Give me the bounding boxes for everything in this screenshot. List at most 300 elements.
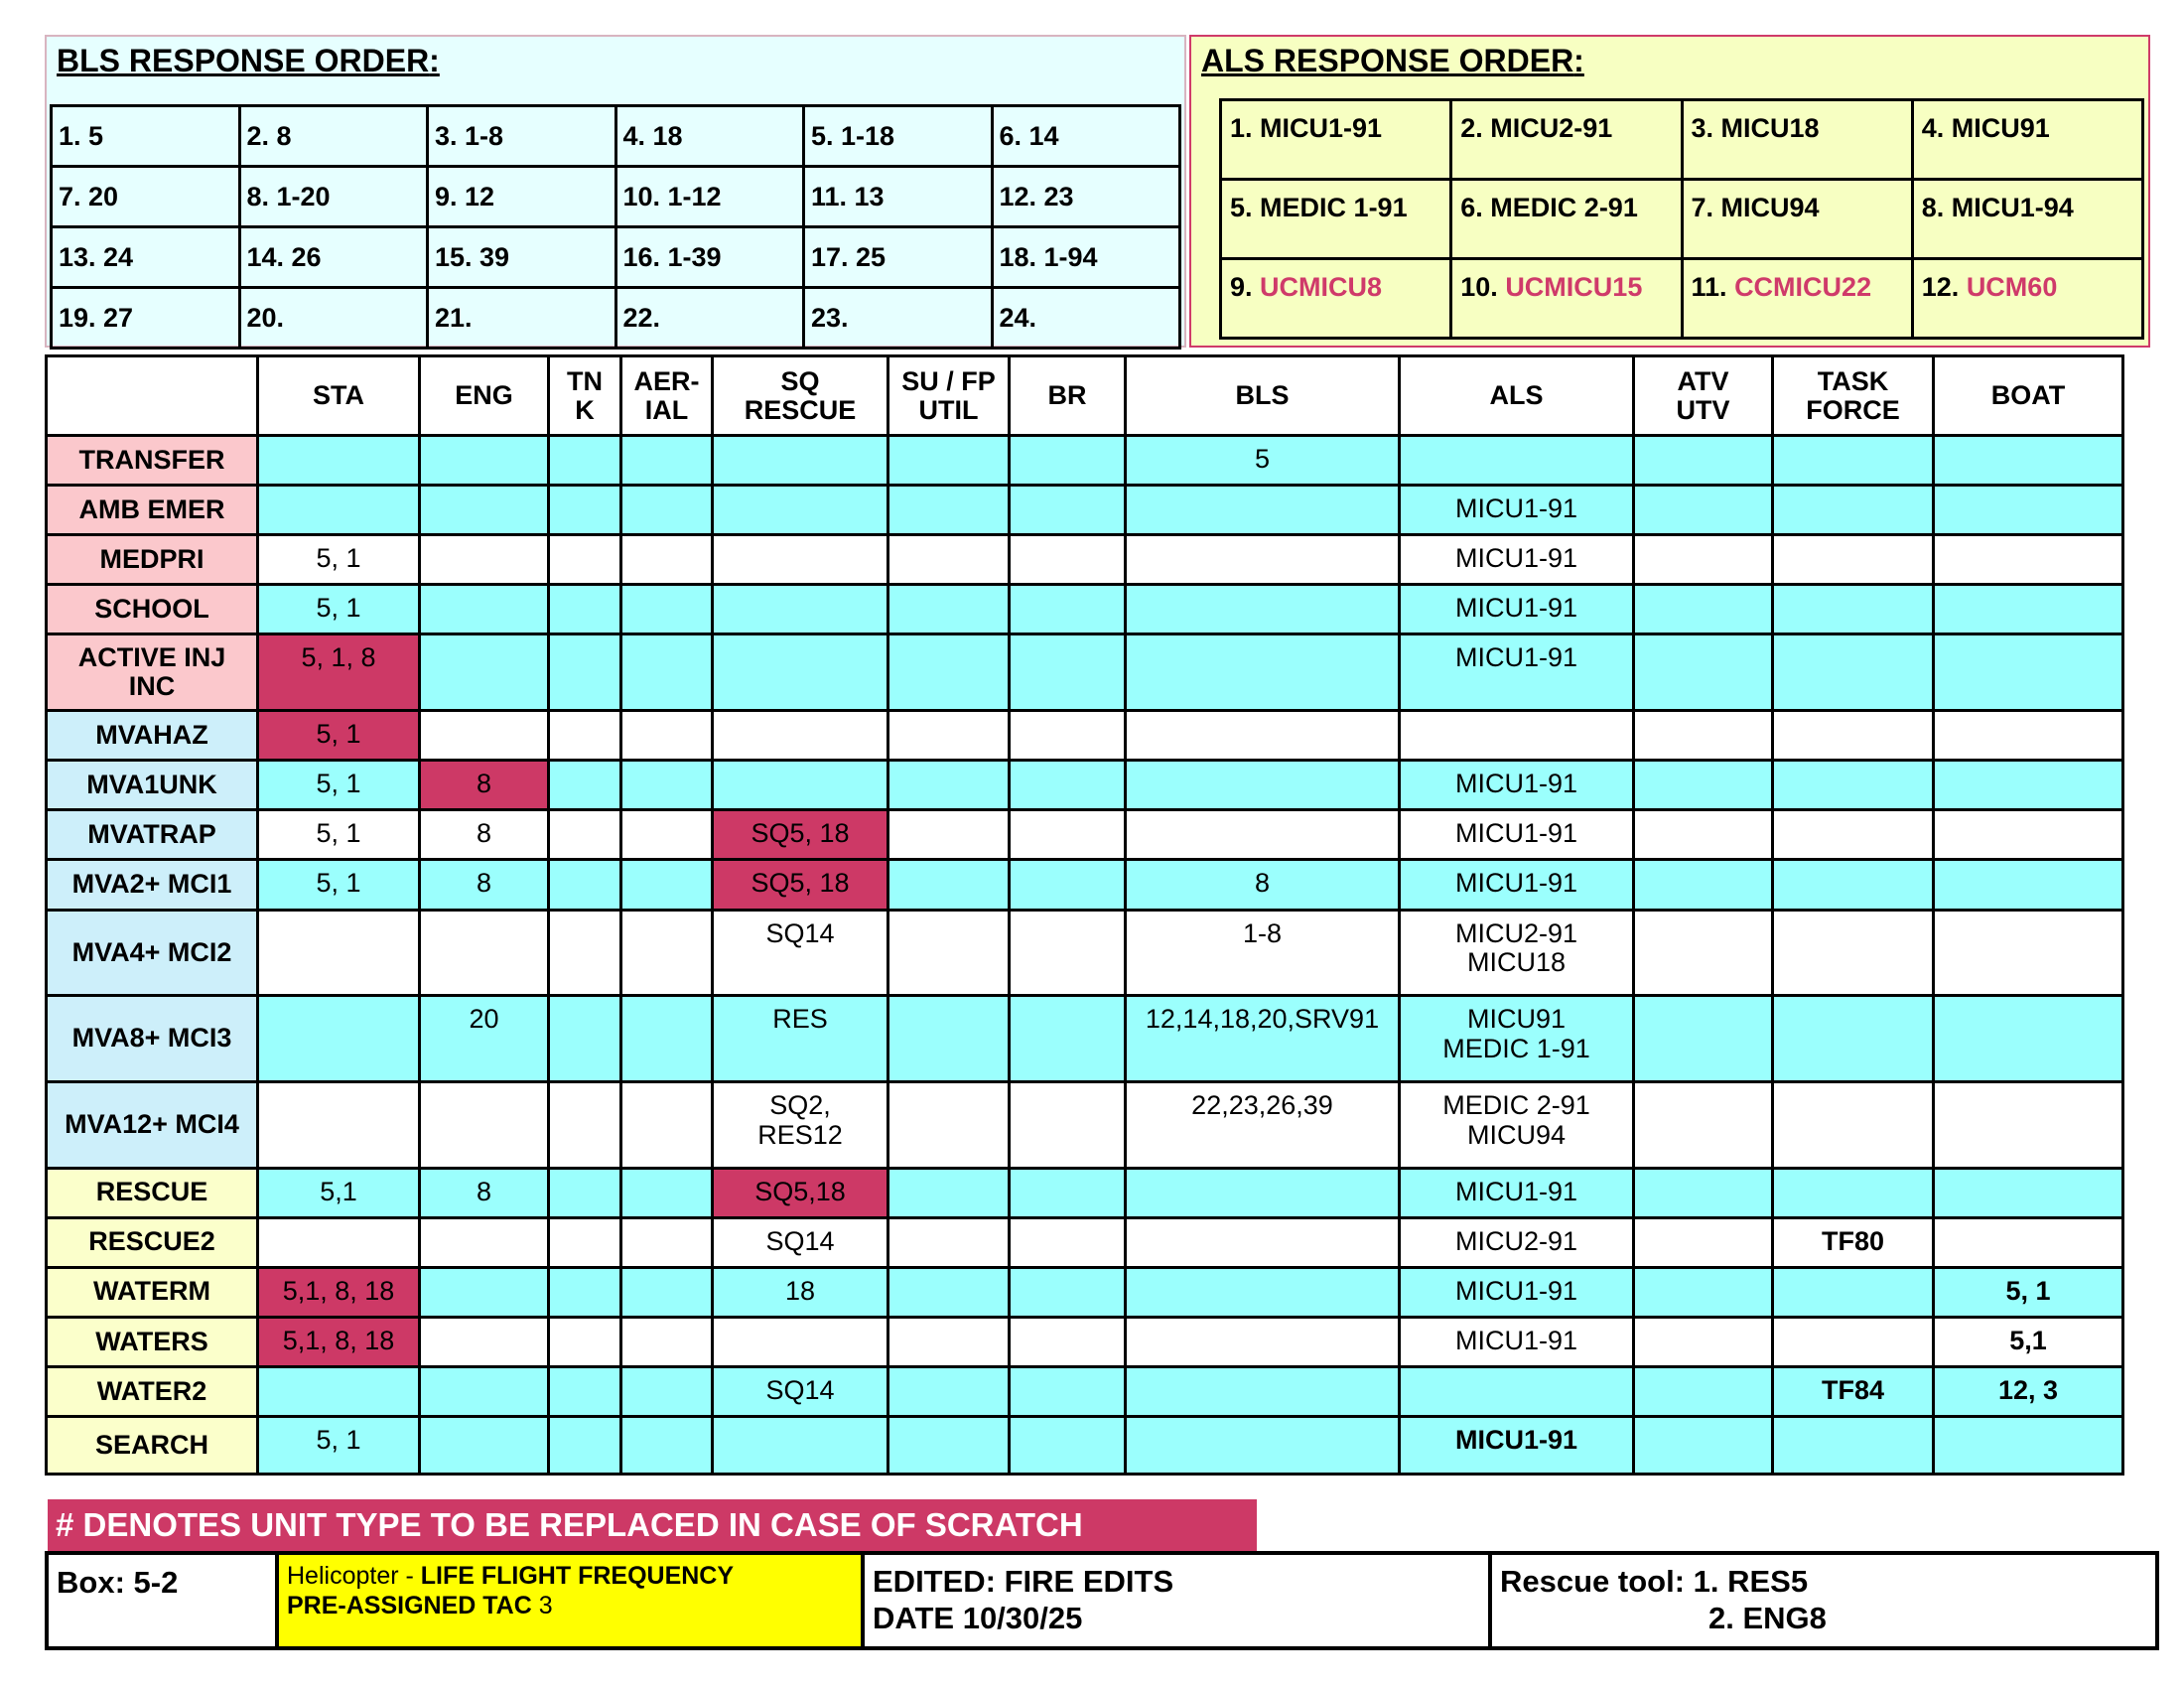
matrix-cell bbox=[1934, 585, 2123, 634]
bls-order-cell: 16. 1-39 bbox=[615, 227, 804, 288]
matrix-cell bbox=[1010, 1168, 1126, 1217]
matrix-cell: SQ5, 18 bbox=[713, 860, 888, 910]
incident-type-label: TRANSFER bbox=[47, 436, 258, 486]
matrix-cell bbox=[1126, 1267, 1400, 1317]
matrix-cell bbox=[1126, 810, 1400, 860]
matrix-cell bbox=[888, 1317, 1010, 1366]
matrix-cell bbox=[1773, 860, 1934, 910]
incident-type-label: MEDPRI bbox=[47, 535, 258, 585]
matrix-cell bbox=[1010, 810, 1126, 860]
header-blank bbox=[47, 356, 258, 436]
als-order-number: 9. bbox=[1230, 272, 1253, 302]
matrix-row bbox=[47, 1416, 2123, 1474]
matrix-cell: RES bbox=[713, 996, 888, 1082]
matrix-cell: 8 bbox=[420, 860, 549, 910]
matrix-cell bbox=[713, 535, 888, 585]
matrix-cell bbox=[621, 810, 713, 860]
matrix-cell: 8 bbox=[420, 810, 549, 860]
matrix-cell: MICU1-91 bbox=[1400, 1416, 1634, 1474]
matrix-cell bbox=[1010, 634, 1126, 711]
bls-order-cell: 17. 25 bbox=[804, 227, 993, 288]
matrix-cell bbox=[1773, 711, 1934, 761]
matrix-cell bbox=[1773, 910, 1934, 996]
bls-row bbox=[52, 167, 1180, 227]
matrix-cell bbox=[621, 1267, 713, 1317]
bls-order-cell: 20. bbox=[239, 288, 428, 349]
matrix-cell bbox=[1634, 634, 1773, 711]
matrix-cell bbox=[420, 711, 549, 761]
als-order-cell bbox=[1451, 100, 1682, 180]
matrix-cell bbox=[1010, 910, 1126, 996]
matrix-cell bbox=[1634, 1168, 1773, 1217]
matrix-cell: 5, 1, 8 bbox=[258, 634, 420, 711]
matrix-row bbox=[47, 860, 2123, 910]
matrix-cell: MICU1-91 bbox=[1400, 761, 1634, 810]
matrix-cell bbox=[713, 436, 888, 486]
als-unit: CCMICU22 bbox=[1734, 272, 1872, 302]
matrix-cell bbox=[549, 810, 621, 860]
als-order-number: 3. bbox=[1691, 113, 1714, 143]
matrix-cell: 5, 1 bbox=[258, 810, 420, 860]
bls-title-colon: : bbox=[429, 43, 440, 78]
column-header: AER- IAL bbox=[621, 356, 713, 436]
matrix-cell: MICU1-91 bbox=[1400, 535, 1634, 585]
matrix-cell: MICU1-91 bbox=[1400, 1317, 1634, 1366]
matrix-cell bbox=[888, 1081, 1010, 1168]
edited-by: EDITED: FIRE EDITS bbox=[873, 1564, 1174, 1599]
matrix-row bbox=[47, 436, 2123, 486]
als-order-cell bbox=[1221, 100, 1451, 180]
matrix-cell bbox=[549, 996, 621, 1082]
matrix-cell bbox=[1126, 711, 1400, 761]
matrix-cell bbox=[621, 1217, 713, 1267]
matrix-cell bbox=[621, 711, 713, 761]
matrix-cell bbox=[1010, 1267, 1126, 1317]
matrix-cell bbox=[1773, 1081, 1934, 1168]
matrix-cell bbox=[888, 1267, 1010, 1317]
als-response-order-box bbox=[1189, 35, 2150, 348]
matrix-cell bbox=[1634, 1317, 1773, 1366]
matrix-row bbox=[47, 1366, 2123, 1416]
box-number: Box: 5-2 bbox=[49, 1555, 279, 1646]
bls-order-cell: 4. 18 bbox=[615, 106, 804, 167]
matrix-cell bbox=[420, 535, 549, 585]
als-order-cell bbox=[1912, 180, 2142, 259]
matrix-cell bbox=[1634, 1081, 1773, 1168]
matrix-cell bbox=[1934, 1081, 2123, 1168]
column-header: SQ RESCUE bbox=[713, 356, 888, 436]
matrix-cell bbox=[1634, 486, 1773, 535]
matrix-cell bbox=[713, 1416, 888, 1474]
matrix-cell bbox=[1634, 1366, 1773, 1416]
matrix-cell bbox=[549, 535, 621, 585]
header-row bbox=[47, 356, 2123, 436]
matrix-cell: 1-8 bbox=[1126, 910, 1400, 996]
matrix-cell bbox=[258, 1081, 420, 1168]
matrix-cell bbox=[420, 585, 549, 634]
matrix-cell: 5,1 bbox=[258, 1168, 420, 1217]
matrix-cell: 5, 1 bbox=[258, 761, 420, 810]
tac-value: 3 bbox=[531, 1592, 553, 1619]
matrix-cell bbox=[888, 486, 1010, 535]
matrix-cell bbox=[1010, 1217, 1126, 1267]
matrix-cell: MICU1-91 bbox=[1400, 810, 1634, 860]
matrix-cell bbox=[888, 585, 1010, 634]
als-unit: UCMICU15 bbox=[1505, 272, 1643, 302]
matrix-cell bbox=[549, 711, 621, 761]
matrix-cell bbox=[1126, 761, 1400, 810]
matrix-cell bbox=[888, 810, 1010, 860]
incident-type-label: WATER2 bbox=[47, 1366, 258, 1416]
matrix-row bbox=[47, 535, 2123, 585]
matrix-row bbox=[47, 996, 2123, 1082]
column-header: BR bbox=[1010, 356, 1126, 436]
matrix-cell bbox=[549, 436, 621, 486]
matrix-cell bbox=[1634, 1267, 1773, 1317]
matrix-cell bbox=[888, 860, 1010, 910]
als-order-cell bbox=[1912, 259, 2142, 339]
als-unit: MEDIC 2-91 bbox=[1490, 193, 1638, 222]
matrix-cell bbox=[621, 1168, 713, 1217]
matrix-cell bbox=[1634, 535, 1773, 585]
matrix-cell bbox=[549, 486, 621, 535]
matrix-cell bbox=[621, 996, 713, 1082]
als-order-cell bbox=[1451, 259, 1682, 339]
bls-order-cell: 6. 14 bbox=[992, 106, 1180, 167]
matrix-cell bbox=[1934, 486, 2123, 535]
incident-type-label: SCHOOL bbox=[47, 585, 258, 634]
als-row bbox=[1221, 180, 2143, 259]
matrix-cell bbox=[420, 1081, 549, 1168]
als-order-cell bbox=[1682, 180, 1912, 259]
response-matrix bbox=[45, 354, 2124, 1476]
bls-grid bbox=[50, 104, 1181, 350]
matrix-cell bbox=[1773, 810, 1934, 860]
als-order-cell bbox=[1682, 259, 1912, 339]
matrix-cell bbox=[420, 1267, 549, 1317]
bls-order-cell: 11. 13 bbox=[804, 167, 993, 227]
matrix-cell bbox=[888, 1416, 1010, 1474]
bls-order-cell: 18. 1-94 bbox=[992, 227, 1180, 288]
matrix-cell: 5, 1 bbox=[258, 585, 420, 634]
matrix-cell: 12, 3 bbox=[1934, 1366, 2123, 1416]
matrix-cell bbox=[713, 1317, 888, 1366]
matrix-cell bbox=[1934, 910, 2123, 996]
als-unit: MICU1-91 bbox=[1260, 113, 1383, 143]
edit-date: DATE 10/30/25 bbox=[873, 1601, 1083, 1636]
column-header: TN K bbox=[549, 356, 621, 436]
matrix-cell bbox=[1010, 535, 1126, 585]
matrix-cell bbox=[1010, 860, 1126, 910]
column-header: STA bbox=[258, 356, 420, 436]
als-order-number: 7. bbox=[1691, 193, 1714, 222]
matrix-cell bbox=[888, 1217, 1010, 1267]
als-order-cell bbox=[1912, 100, 2142, 180]
matrix-cell bbox=[1773, 1416, 1934, 1474]
matrix-cell bbox=[1934, 634, 2123, 711]
matrix-cell bbox=[549, 634, 621, 711]
bls-order-cell: 13. 24 bbox=[52, 227, 240, 288]
matrix-cell bbox=[888, 711, 1010, 761]
matrix-cell bbox=[1773, 535, 1934, 585]
matrix-cell bbox=[1773, 1168, 1934, 1217]
matrix-cell bbox=[1010, 585, 1126, 634]
matrix-cell bbox=[621, 1366, 713, 1416]
matrix-cell bbox=[1934, 996, 2123, 1082]
matrix-cell bbox=[713, 585, 888, 634]
matrix-cell bbox=[713, 486, 888, 535]
matrix-cell bbox=[1934, 436, 2123, 486]
matrix-cell bbox=[258, 1366, 420, 1416]
matrix-row bbox=[47, 761, 2123, 810]
matrix-cell bbox=[888, 1168, 1010, 1217]
matrix-cell bbox=[1773, 761, 1934, 810]
matrix-row bbox=[47, 810, 2123, 860]
matrix-cell bbox=[888, 436, 1010, 486]
matrix-cell bbox=[1934, 1416, 2123, 1474]
matrix-cell bbox=[1126, 1217, 1400, 1267]
bls-order-cell: 24. bbox=[992, 288, 1180, 349]
incident-type-label: MVA12+ MCI4 bbox=[47, 1081, 258, 1168]
matrix-cell bbox=[1934, 535, 2123, 585]
matrix-cell bbox=[1773, 634, 1934, 711]
matrix-cell: 18 bbox=[713, 1267, 888, 1317]
column-header: ALS bbox=[1400, 356, 1634, 436]
matrix-cell bbox=[549, 1217, 621, 1267]
matrix-cell bbox=[621, 535, 713, 585]
matrix-cell bbox=[1634, 910, 1773, 996]
als-order-number: 12. bbox=[1921, 272, 1960, 302]
matrix-cell bbox=[888, 634, 1010, 711]
matrix-cell: 5, 1 bbox=[258, 535, 420, 585]
matrix-cell bbox=[1010, 1081, 1126, 1168]
als-row bbox=[1221, 100, 2143, 180]
incident-type-label: ACTIVE INJ INC bbox=[47, 634, 258, 711]
bls-order-cell: 14. 26 bbox=[239, 227, 428, 288]
matrix-cell bbox=[713, 634, 888, 711]
matrix-cell bbox=[420, 436, 549, 486]
matrix-cell: 5,1, 8, 18 bbox=[258, 1317, 420, 1366]
matrix-cell bbox=[1773, 585, 1934, 634]
matrix-cell bbox=[1934, 711, 2123, 761]
edit-info bbox=[865, 1555, 1492, 1646]
column-header: ENG bbox=[420, 356, 549, 436]
matrix-cell bbox=[420, 1217, 549, 1267]
matrix-row bbox=[47, 1317, 2123, 1366]
matrix-cell bbox=[549, 1168, 621, 1217]
bls-order-cell: 21. bbox=[428, 288, 616, 349]
matrix-cell: 5, 1 bbox=[258, 1416, 420, 1474]
column-header: TASK FORCE bbox=[1773, 356, 1934, 436]
matrix-cell bbox=[888, 535, 1010, 585]
matrix-cell bbox=[420, 910, 549, 996]
matrix-cell bbox=[621, 761, 713, 810]
matrix-cell bbox=[1126, 1366, 1400, 1416]
matrix-cell: MEDIC 2-91 MICU94 bbox=[1400, 1081, 1634, 1168]
rescue-tool-info bbox=[1492, 1555, 2155, 1646]
matrix-cell bbox=[258, 1217, 420, 1267]
matrix-cell bbox=[1773, 1267, 1934, 1317]
tac-label: PRE-ASSIGNED TAC bbox=[287, 1592, 532, 1619]
matrix-cell bbox=[888, 761, 1010, 810]
bls-row bbox=[52, 106, 1180, 167]
matrix-cell bbox=[1010, 486, 1126, 535]
matrix-cell bbox=[888, 996, 1010, 1082]
matrix-cell bbox=[549, 1366, 621, 1416]
matrix-cell bbox=[1400, 1366, 1634, 1416]
matrix-cell: 5, 1 bbox=[258, 860, 420, 910]
matrix-cell: SQ14 bbox=[713, 1366, 888, 1416]
als-unit: MICU1-94 bbox=[1951, 193, 2074, 222]
matrix-cell bbox=[621, 910, 713, 996]
als-order-number: 6. bbox=[1460, 193, 1483, 222]
matrix-cell bbox=[420, 1416, 549, 1474]
matrix-cell: 5,1 bbox=[1934, 1317, 2123, 1366]
matrix-cell bbox=[1634, 1217, 1773, 1267]
matrix-cell bbox=[1010, 1317, 1126, 1366]
als-unit: MICU2-91 bbox=[1490, 113, 1613, 143]
matrix-cell bbox=[549, 1416, 621, 1474]
matrix-cell bbox=[621, 436, 713, 486]
matrix-cell bbox=[621, 585, 713, 634]
als-unit: UCMICU8 bbox=[1260, 272, 1383, 302]
als-row bbox=[1221, 259, 2143, 339]
matrix-cell bbox=[258, 486, 420, 535]
als-title: ALS RESPONSE ORDER bbox=[1201, 43, 1574, 78]
matrix-row bbox=[47, 1267, 2123, 1317]
bls-order-cell: 5. 1-18 bbox=[804, 106, 993, 167]
matrix-cell bbox=[1634, 711, 1773, 761]
matrix-cell bbox=[549, 1267, 621, 1317]
matrix-cell bbox=[621, 1081, 713, 1168]
matrix-cell: 8 bbox=[420, 1168, 549, 1217]
als-unit: MICU18 bbox=[1720, 113, 1820, 143]
matrix-cell bbox=[1634, 761, 1773, 810]
matrix-cell bbox=[621, 634, 713, 711]
bls-order-cell: 23. bbox=[804, 288, 993, 349]
matrix-cell: MICU2-91 bbox=[1400, 1217, 1634, 1267]
matrix-cell: TF84 bbox=[1773, 1366, 1934, 1416]
als-order-number: 8. bbox=[1921, 193, 1945, 222]
incident-type-label: MVAHAZ bbox=[47, 711, 258, 761]
matrix-cell: SQ2, RES12 bbox=[713, 1081, 888, 1168]
matrix-cell bbox=[713, 711, 888, 761]
matrix-cell: SQ5,18 bbox=[713, 1168, 888, 1217]
matrix-cell bbox=[1010, 761, 1126, 810]
matrix-cell: 8 bbox=[420, 761, 549, 810]
matrix-cell: MICU1-91 bbox=[1400, 1267, 1634, 1317]
als-order-number: 4. bbox=[1921, 113, 1945, 143]
matrix-cell bbox=[1934, 1168, 2123, 1217]
matrix-cell bbox=[549, 1081, 621, 1168]
matrix-cell bbox=[1934, 810, 2123, 860]
matrix-row bbox=[47, 486, 2123, 535]
matrix-row bbox=[47, 910, 2123, 996]
matrix-cell bbox=[258, 910, 420, 996]
bls-order-cell: 2. 8 bbox=[239, 106, 428, 167]
als-order-cell bbox=[1682, 100, 1912, 180]
matrix-cell: TF80 bbox=[1773, 1217, 1934, 1267]
bls-title: BLS RESPONSE ORDER bbox=[57, 43, 430, 78]
matrix-cell bbox=[1634, 996, 1773, 1082]
matrix-cell bbox=[1634, 585, 1773, 634]
bls-order-cell: 8. 1-20 bbox=[239, 167, 428, 227]
matrix-cell bbox=[549, 910, 621, 996]
matrix-cell: MICU1-91 bbox=[1400, 486, 1634, 535]
column-header: SU / FP UTIL bbox=[888, 356, 1010, 436]
matrix-cell bbox=[420, 486, 549, 535]
incident-type-label: RESCUE bbox=[47, 1168, 258, 1217]
matrix-row bbox=[47, 711, 2123, 761]
matrix-cell bbox=[420, 1366, 549, 1416]
matrix-cell: 5, 1 bbox=[1934, 1267, 2123, 1317]
als-order-number: 5. bbox=[1230, 193, 1253, 222]
matrix-cell bbox=[1773, 486, 1934, 535]
matrix-cell: MICU1-91 bbox=[1400, 1168, 1634, 1217]
bls-order-cell: 9. 12 bbox=[428, 167, 616, 227]
als-order-cell bbox=[1221, 259, 1451, 339]
matrix-cell: MICU2-91 MICU18 bbox=[1400, 910, 1634, 996]
footer-bar bbox=[45, 1551, 2159, 1650]
matrix-cell bbox=[549, 585, 621, 634]
matrix-cell bbox=[621, 1317, 713, 1366]
rescue-tool-1: Rescue tool: 1. RES5 bbox=[1500, 1564, 1809, 1599]
bls-row bbox=[52, 227, 1180, 288]
als-order-number: 10. bbox=[1460, 272, 1498, 302]
bls-order-cell: 12. 23 bbox=[992, 167, 1180, 227]
matrix-cell bbox=[1634, 860, 1773, 910]
matrix-cell bbox=[1400, 711, 1634, 761]
matrix-cell: SQ14 bbox=[713, 1217, 888, 1267]
matrix-cell: 12,14,18,20,SRV91 bbox=[1126, 996, 1400, 1082]
matrix-cell bbox=[1126, 535, 1400, 585]
matrix-cell bbox=[888, 1366, 1010, 1416]
incident-type-label: MVA8+ MCI3 bbox=[47, 996, 258, 1082]
bls-response-order-box bbox=[45, 35, 1186, 348]
matrix-cell bbox=[1126, 1416, 1400, 1474]
incident-type-label: SEARCH bbox=[47, 1416, 258, 1474]
matrix-cell bbox=[1010, 1416, 1126, 1474]
column-header: BOAT bbox=[1934, 356, 2123, 436]
incident-type-label: MVA1UNK bbox=[47, 761, 258, 810]
matrix-cell bbox=[1400, 436, 1634, 486]
incident-type-label: WATERM bbox=[47, 1267, 258, 1317]
matrix-cell: SQ5, 18 bbox=[713, 810, 888, 860]
matrix-cell bbox=[1126, 1317, 1400, 1366]
als-title-colon: : bbox=[1573, 43, 1584, 78]
matrix-cell bbox=[1773, 436, 1934, 486]
matrix-cell bbox=[1634, 810, 1773, 860]
matrix-cell bbox=[420, 1317, 549, 1366]
bls-order-cell: 1. 5 bbox=[52, 106, 240, 167]
matrix-row bbox=[47, 1217, 2123, 1267]
als-unit: MICU94 bbox=[1720, 193, 1820, 222]
matrix-cell: MICU1-91 bbox=[1400, 860, 1634, 910]
matrix-cell bbox=[549, 860, 621, 910]
als-order-cell bbox=[1451, 180, 1682, 259]
bls-order-cell: 7. 20 bbox=[52, 167, 240, 227]
matrix-cell bbox=[549, 761, 621, 810]
matrix-row bbox=[47, 585, 2123, 634]
matrix-cell: MICU91 MEDIC 1-91 bbox=[1400, 996, 1634, 1082]
bls-row bbox=[52, 288, 1180, 349]
matrix-cell: MICU1-91 bbox=[1400, 634, 1634, 711]
matrix-cell: MICU1-91 bbox=[1400, 585, 1634, 634]
bls-order-cell: 15. 39 bbox=[428, 227, 616, 288]
matrix-cell bbox=[621, 486, 713, 535]
bls-order-cell: 3. 1-8 bbox=[428, 106, 616, 167]
matrix-cell: 5,1, 8, 18 bbox=[258, 1267, 420, 1317]
